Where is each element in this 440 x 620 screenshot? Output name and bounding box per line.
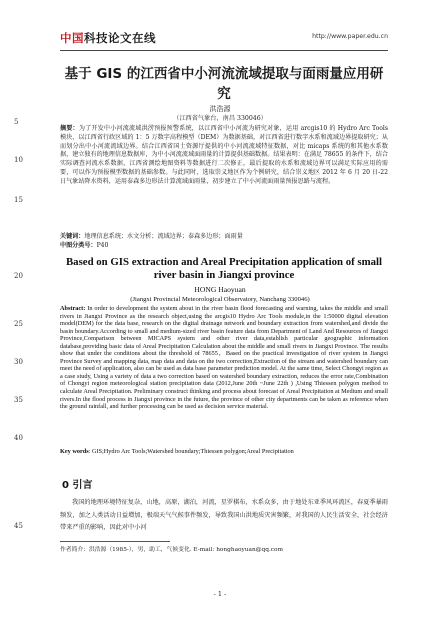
logo-dark-text: 科技论文在线 [84, 31, 156, 45]
footnote-divider [60, 541, 170, 542]
line-number: 25 [14, 320, 23, 328]
author-footnote: 作者简介：洪浩源（1985-），男，助工，气候变化. E-mail: honghaoyuan@qq.com [60, 547, 284, 553]
line-number: 40 [14, 434, 23, 442]
keywords-cn [60, 233, 388, 242]
paper-title-en: Based on GIS extraction and Areal Precipitation application of small river basin in Jiangxi province [65, 256, 383, 281]
abstract-en-text: In order to development the system about in the river basin flood forecasting and warning, takes the middle and small rivers in Jiangxi Province as the research object,using the arcgis10 Hydro Arc Tools module,in the 1:50000 digital elevation model(DEM) for the data base, research on the digital drainage network and boundary extraction from watershed,and divide the basin boundary.According to small and medium-sized river basin feature data from Department of Land And Resources of Jiangxi Province,Comparison between MICAPS system and other river data,establish particular geographic information database,providing basic data of Areal Precipitation Calculation about the middle and small rivers in Jiangxi Province. The results show that under the conditions about the threshold of 78655，Based on the practical investigation of river system in Jiangxi Province Survey and mapping data, map data and data on the two correction,Extraction of the stream and watershed boundary can meet the need of application, also can be used as data base parameter prediction model. At the same time, Select Chongyi region as a case study, Using a variety of data a two correction based on watershed boundary extraction, reduces the error rate,Combination of Chongyi region meteorological station precipitation data (2012,June 20th ~June 22th ) ,Using Thiessen polygon method to calculate Areal Precipitation. Preliminary construct thinking and process about forecast of Areal Precipitation at Medium and small rivers.In the flood process in Jiangxi province in the future, the province of other city departments can be taken as reference when the ground rainfall, and further processing can be used as decision service material. [60, 305, 388, 411]
clc-cn-text: P40 [96, 242, 109, 249]
site-logo[interactable] [60, 30, 156, 46]
line-number: 45 [14, 522, 23, 530]
abstract-cn-label: 摘要： [60, 125, 79, 132]
abstract-cn-text: 为了开发中小河流流域洪涝预报预警系统，以江西省中小河流为研究对象，运用 arcgis10 的 Hydro Arc Tools 模块，以江西省行政区域的 1：5 万数字高程模型（DEM）为数据基础，对江西省进行数字水系和流域边界提取研究；从而划分出中小河流流域边界。结合江西省国土资源厅提供的中小河流流域特征数据，对比 micaps 系统的和其他水系数据，建立独有的地理信息数据库，为中小河流流域面雨量的计算提供基础数据。结果表明：在满足 78655 的条件下，结合实际调查河流水系数据，江西省测绘地图资料等数据进行二次修正，最后提取的水系和流域边界可以满足实际应用的需要，可以作为预报模型数据的基础参数。与此同时，选取崇义地区作为个例研究，结合崇义地区 2012 年 6 月 20 日-22 日气象站降水资料，运用泰森多边形法计算流域面雨量，初步建立了中小河流面雨量预报思路与流程。 [60, 125, 388, 185]
line-number: 15 [14, 196, 23, 204]
section-heading-intro: 0 引言 [62, 480, 93, 491]
abstract-en [60, 305, 388, 411]
line-number: 5 [14, 118, 19, 126]
affiliation-en: (Jiangxi Provincial Meteorological Observatory, Nanchang 330046) [130, 296, 310, 303]
author-en: HONG Haoyuan [194, 285, 246, 294]
line-number: 20 [14, 272, 23, 280]
intro-paragraph: 我国的地理环境特征复杂，山地，高原，湖泊，河流，星罗棋布，水系众多，由于地处东亚季风环流区，春夏季暴雨频发，加之人类活动日益增加，极端天气气候事件频发，导致我国山洪地质灾害频繁，对我国的人民生活安全，社会经济带来严重的影响，因此对中小河 [60, 499, 388, 531]
paper-title-cn: 基于 GIS 的江西省中小河流流域提取与面雨量应用研究 [64, 66, 384, 102]
author-cn: 洪浩源 [209, 105, 231, 113]
line-number: 30 [14, 358, 23, 366]
clc-cn [60, 242, 388, 251]
keywords-en-text: : GIS;Hydro Arc Tools;Watershed boundary;Thiessen polygon;Areal Precipitation [88, 448, 294, 455]
affiliation-cn: （江西省气象台，南昌 330046） [173, 115, 267, 122]
clc-cn-label: 中图分类号： [60, 242, 97, 249]
page-header [60, 28, 388, 51]
abstract-cn [60, 125, 388, 187]
page-number: - 1 - [213, 590, 227, 598]
keywords-cn-text: 地理信息系统；水文分析；流域边界；泰森多边形；面雨量 [84, 233, 243, 240]
keywords-en [60, 448, 388, 455]
logo-red-text: 中国 [60, 31, 84, 45]
keywords-cn-label: 关键词： [60, 233, 85, 240]
site-url[interactable]: http://www.paper.edu.cn [312, 33, 388, 40]
abstract-en-label: Abstract: [60, 305, 86, 312]
line-number: 10 [14, 156, 23, 164]
line-number: 35 [14, 396, 23, 404]
keywords-en-label: Key words [60, 448, 89, 455]
